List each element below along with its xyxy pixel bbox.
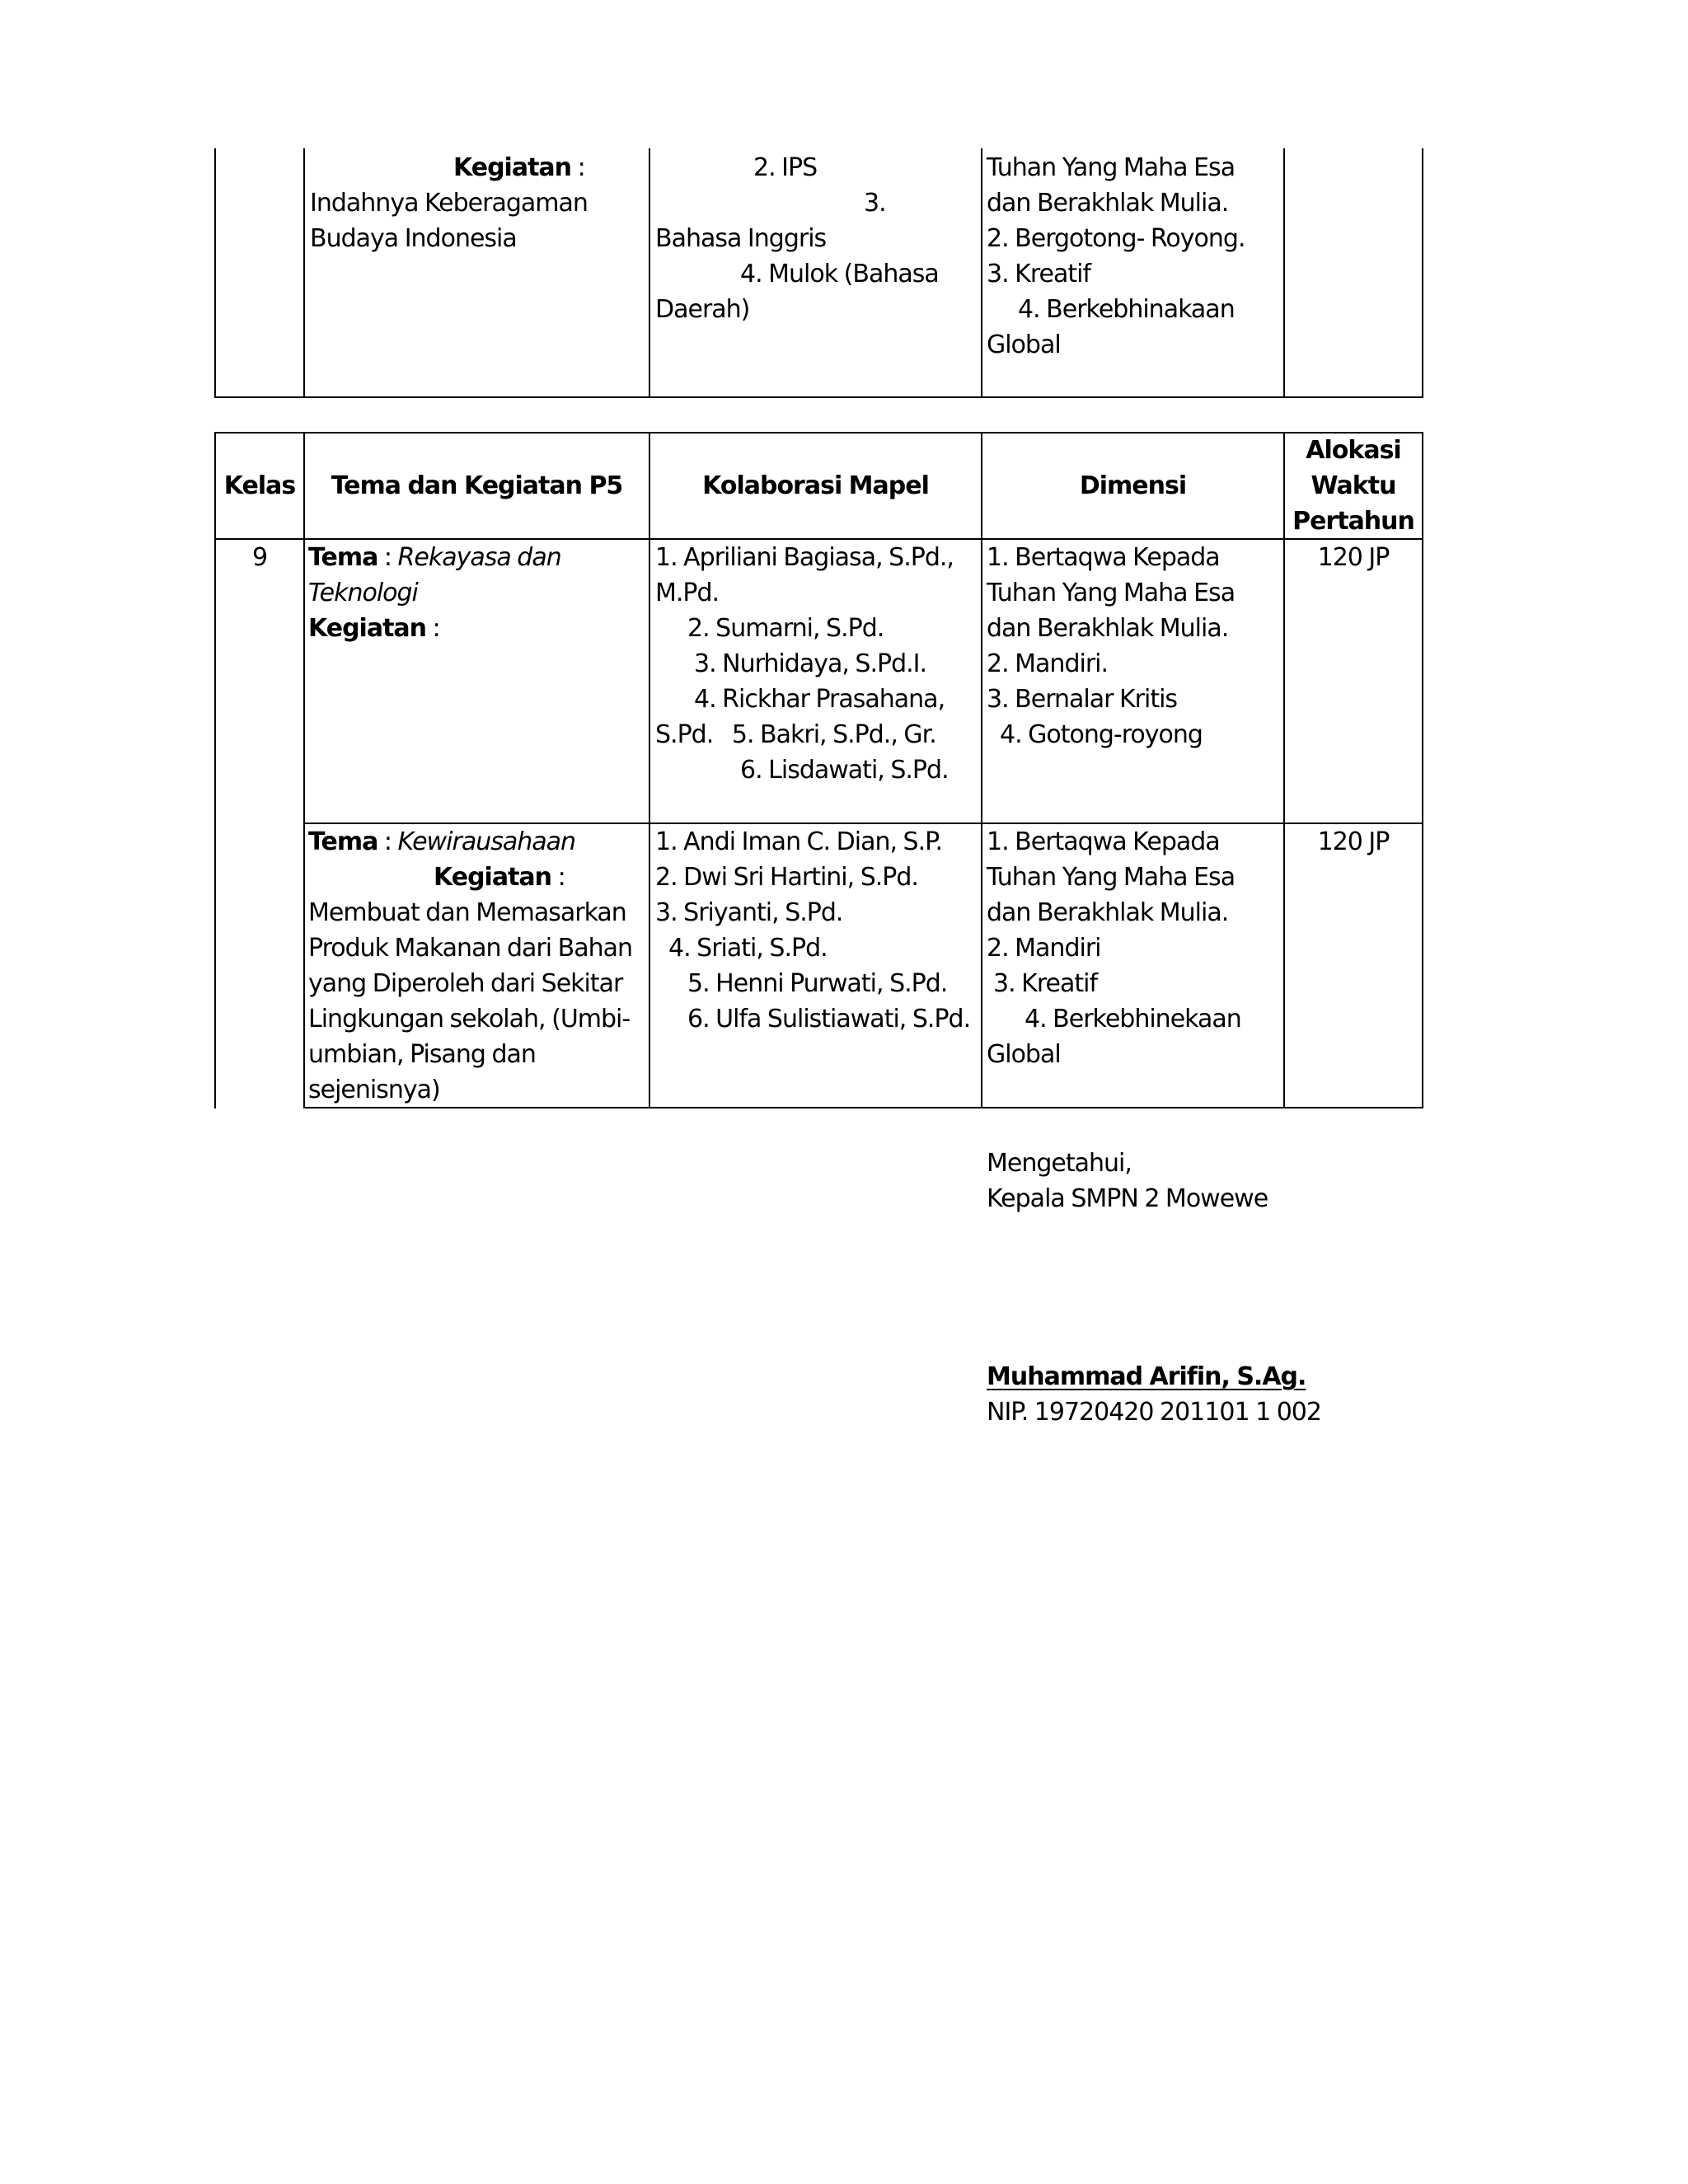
col-divider-tema (649, 432, 650, 1108)
kegiatan-label: Kegiatan (434, 863, 552, 892)
tema-label: Tema (308, 827, 378, 856)
row1-tema (308, 540, 561, 575)
row2-dimensi-line: 2. Mandiri (987, 934, 1101, 963)
top-frag-divider (649, 148, 650, 398)
headmaster-nip: NIP. 19720420 201101 1 002 (987, 1398, 1321, 1427)
row2-mapel-line: 2. Dwi Sri Hartini, S.Pd. (655, 863, 918, 892)
row1-mapel-line: 4. Rickhar Prasahana, (694, 685, 945, 714)
top-frag-mapel-line: Bahasa Inggris (655, 224, 827, 253)
row2-kegiatan-line: sejenisnya) (308, 1076, 440, 1104)
kegiatan-label: Kegiatan (308, 614, 427, 643)
tema-colon: : (383, 827, 392, 856)
top-frag-mapel-line: 2. IPS (753, 153, 818, 182)
top-frag-divider (981, 148, 982, 398)
header-alokasi: Alokasi (1306, 436, 1401, 465)
row2-dimensi-line: 1. Bertaqwa Kepada (987, 827, 1220, 856)
row2-kegiatan-line: Membuat dan Memasarkan (308, 898, 626, 927)
header-dimensi: Dimensi (1079, 471, 1187, 500)
row1-mapel-line: 3. Nurhidaya, S.Pd.I. (694, 649, 927, 678)
table-bottom-border (303, 1107, 1423, 1108)
kegiatan-colon: : (557, 863, 565, 892)
row2-kegiatan-line: Produk Makanan dari Bahan (308, 934, 633, 963)
row1-kegiatan (308, 611, 440, 646)
row1-mapel-line: 2. Sumarni, S.Pd. (687, 614, 884, 643)
row1-tema-value-line: Teknologi (308, 579, 418, 607)
row2-dimensi-line: 4. Berkebhinekaan (1025, 1005, 1241, 1033)
row2-mapel-line: 1. Andi Iman C. Dian, S.P. (655, 827, 943, 856)
top-frag-dimensi-line: dan Berakhlak Mulia. (987, 189, 1229, 218)
row1-mapel-line: S.Pd. 5. Bakri, S.Pd., Gr. (655, 720, 936, 749)
header-tema: Tema dan Kegiatan P5 (331, 471, 623, 500)
row1-mapel-line: M.Pd. (655, 579, 720, 607)
row2-mapel-line: 5. Henni Purwati, S.Pd. (687, 969, 948, 998)
row2-dimensi-line: 3. Kreatif (993, 969, 1098, 998)
row2-dimensi-line: dan Berakhlak Mulia. (987, 898, 1229, 927)
top-frag-kegiatan-heading (453, 150, 585, 185)
tema-colon: : (383, 543, 392, 572)
row1-alokasi: 120 JP (1317, 543, 1390, 572)
row1-mapel-line: 6. Lisdawati, S.Pd. (740, 756, 949, 785)
top-frag-divider (303, 148, 305, 398)
row2-mapel-line: 4. Sriati, S.Pd. (668, 934, 828, 963)
header-alokasi: Waktu (1311, 471, 1396, 500)
row1-dimensi-line: dan Berakhlak Mulia. (987, 614, 1229, 643)
row2-kegiatan (434, 860, 565, 895)
row1-dimensi-line: 1. Bertaqwa Kepada (987, 543, 1220, 572)
headmaster-name: Muhammad Arifin, S.Ag. (987, 1362, 1306, 1391)
row2-mapel-line: 3. Sriyanti, S.Pd. (655, 898, 843, 927)
top-frag-bottom-border (214, 396, 1423, 398)
kegiatan-label: Kegiatan (453, 153, 572, 182)
header-kelas: Kelas (223, 471, 296, 500)
tema-value: Kewirausahaan (397, 827, 576, 856)
tema-value: Rekayasa dan (397, 543, 561, 572)
headmaster-position: Kepala SMPN 2 Mowewe (987, 1184, 1268, 1213)
kegiatan-colon: : (577, 153, 585, 182)
col-divider-mapel (981, 432, 982, 1108)
top-frag-kegiatan-line: Budaya Indonesia (310, 224, 517, 253)
row1-dimensi-line: Tuhan Yang Maha Esa (987, 579, 1236, 607)
top-frag-dimensi-line: 4. Berkebhinakaan (1018, 295, 1235, 324)
row2-dimensi-line: Global (987, 1040, 1061, 1069)
top-frag-dimensi-line: 3. Kreatif (987, 260, 1091, 288)
row1-dimensi-line: 4. Gotong-royong (1000, 720, 1203, 749)
row1-mapel-line: 1. Apriliani Bagiasa, S.Pd., (655, 543, 954, 572)
table-left-border (214, 432, 216, 1108)
row2-dimensi-line: Tuhan Yang Maha Esa (987, 863, 1236, 892)
top-frag-mapel-line: 3. (864, 189, 886, 218)
top-frag-dimensi-line: 2. Bergotong- Royong. (987, 224, 1245, 253)
table-right-border (1422, 432, 1423, 1108)
top-frag-dimensi-line: Tuhan Yang Maha Esa (987, 153, 1236, 182)
top-frag-divider (1283, 148, 1285, 398)
tema-label: Tema (308, 543, 378, 572)
row1-dimensi-line: 2. Mandiri. (987, 649, 1109, 678)
top-frag-dimensi-line: Global (987, 330, 1061, 359)
top-frag-right-border (1422, 148, 1423, 398)
table-top-border (214, 432, 1423, 434)
row2-alokasi: 120 JP (1317, 827, 1390, 856)
row2-kegiatan-line: yang Diperoleh dari Sekitar (308, 969, 623, 998)
header-mapel: Kolaborasi Mapel (702, 471, 929, 500)
top-frag-mapel-line: Daerah) (655, 295, 750, 324)
mengetahui-text: Mengetahui, (987, 1149, 1132, 1178)
kegiatan-colon: : (432, 614, 440, 643)
header-alokasi: Pertahun (1292, 507, 1414, 536)
top-frag-left-border (214, 148, 216, 398)
row2-kegiatan-line: umbian, Pisang dan (308, 1040, 536, 1069)
row2-tema (308, 824, 575, 860)
row2-mapel-line: 6. Ulfa Sulistiawati, S.Pd. (687, 1005, 971, 1033)
top-frag-mapel-line: 4. Mulok (Bahasa (740, 260, 939, 288)
top-frag-kegiatan-line: Indahnya Keberagaman (310, 189, 588, 218)
row1-dimensi-line: 3. Bernalar Kritis (987, 685, 1178, 714)
row2-kegiatan-line: Lingkungan sekolah, (Umbi- (308, 1005, 631, 1033)
kelas-value: 9 (251, 543, 268, 572)
col-divider-kelas (303, 432, 305, 1108)
